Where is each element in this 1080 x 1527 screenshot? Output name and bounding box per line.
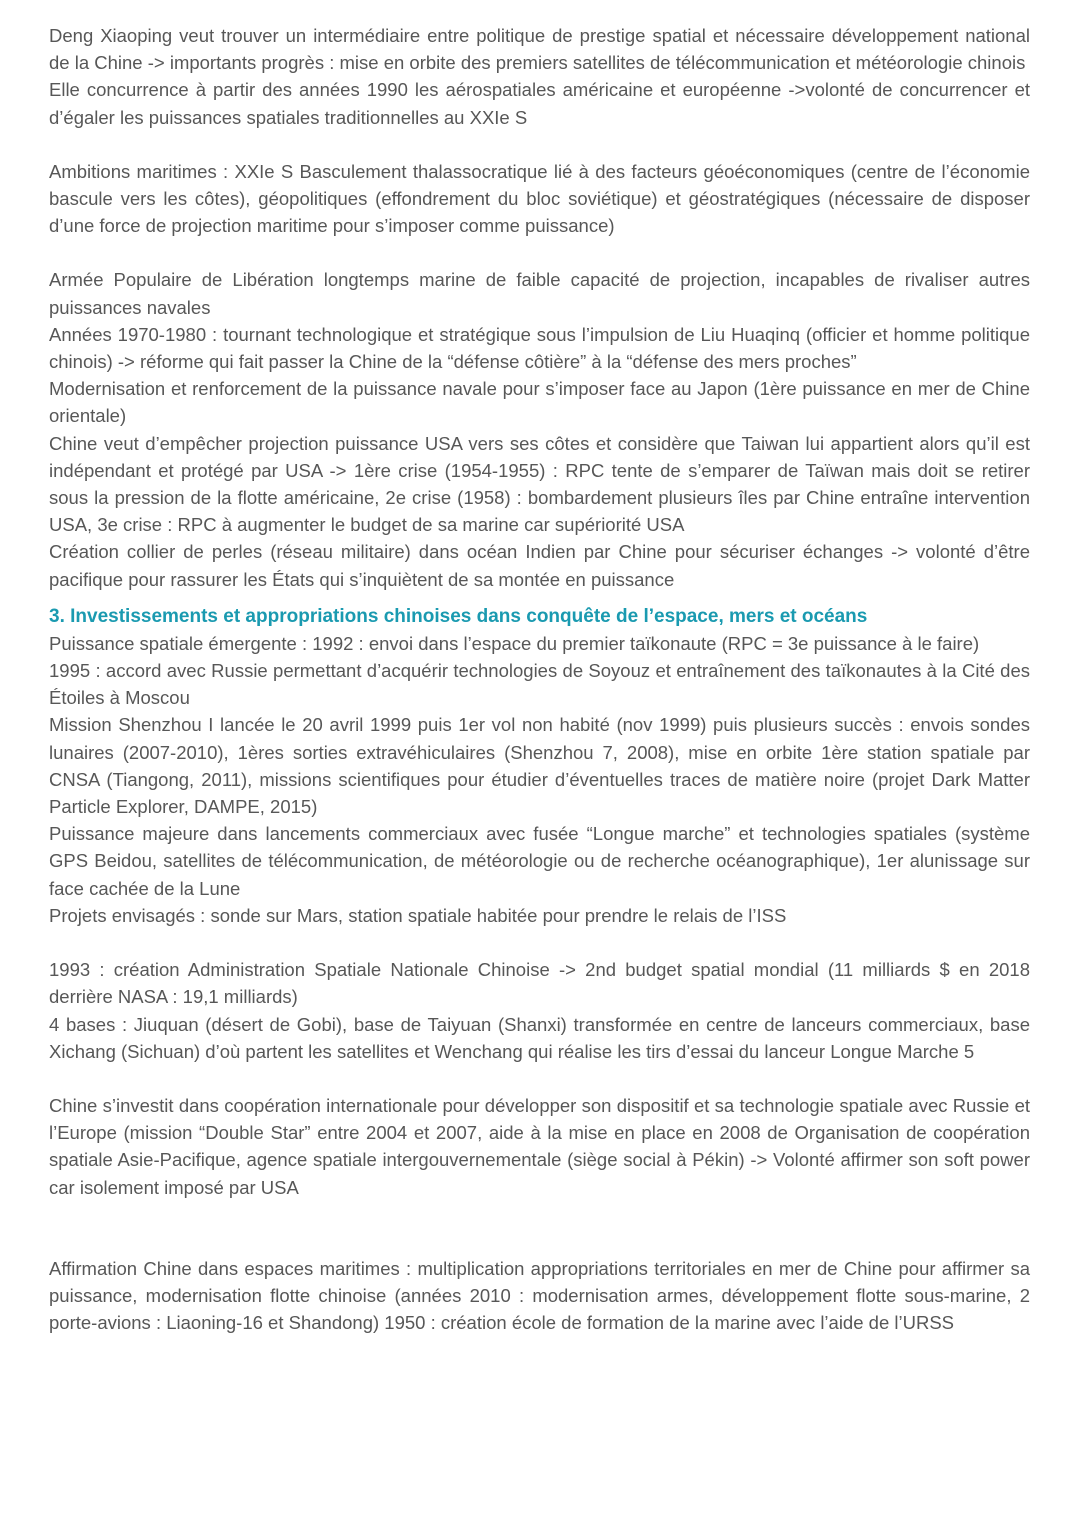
paragraph-maritime-ambitions: Ambitions maritimes : XXIe S Basculement thalassocratique lié à des facteurs géoéconomiques (centre de l’économie bascule vers les côtes), géopolitiques (effondrement du bloc soviétique) et géostratégiques (nécessaire de disposer d’une force de projection maritime pour s’imposer comme puissance) <box>49 160 1030 237</box>
paragraph-competition-1990s: Elle concurrence à partir des années 1990 les aérospatiales américaine et européenne ->volonté de concurrencer et d’égaler les puissances spatiales traditionnelles au XXIe S <box>49 79 1030 128</box>
paragraph-emerging-space-power: Puissance spatiale émergente : 1992 : envoi dans l’espace du premier taïkonaute (RPC = 3e puissance à le faire) <box>49 632 980 654</box>
paragraph-spacer <box>49 1201 1030 1255</box>
paragraph-launch-bases: 4 bases : Jiuquan (désert de Gobi), base de Taiyuan (Shanxi) transformée en centre de lanceurs commerciaux, base Xichang (Sichuan) d’où partent les satellites et Wenchang qui réalise les tirs d’essai du lanceur Longue Marche 5 <box>49 1013 1030 1062</box>
paragraph-shenzhou-missions: Mission Shenzhou I lancée le 20 avril 1999 puis 1er vol non habité (nov 1999) puis plusieurs succès : envois sondes lunaires (2007-2010), 1ères sorties extravéhiculaires (Shenzhou 7, 2008), mise en orbite 1ère station spatiale par CNSA (Tiangong, 2011), missions scientifiques pour étudier d’éventuelles traces de matière noire (projet Dark Matter Particle Explorer, DAMPE, 2015) <box>49 714 1030 818</box>
paragraph-deng-xiaoping: Deng Xiaoping veut trouver un intermédiaire entre politique de prestige spatial et nécessaire développement national de la Chine -> importants progrès : mise en orbite des premiers satellites de télécommunication et météorologie chinois <box>49 25 1030 74</box>
paragraph-taiwan-crises: Chine veut d’empêcher projection puissance USA vers ses côtes et considère que Taiwan lui appartient alors qu’il est indépendant et protégé par USA -> 1ère crise (1954-1955) : RPC tente de s’emparer de Taïwan mais doit se retirer sous la pression de la flotte américaine, 2e crise (1958) : bombardement plusieurs îles par Chine entraîne intervention USA, 3e crise : RPC à augmenter le budget de sa marine car supériorité USA <box>49 432 1030 536</box>
paragraph-russia-agreement: 1995 : accord avec Russie permettant d’acquérir technologies de Soyouz et entraînement des taïkonautes à la Cité des Étoiles à Moscou <box>49 660 1030 709</box>
paragraph-string-of-pearls: Création collier de perles (réseau militaire) dans océan Indien par Chine pour sécuriser échanges -> volonté d’être pacifique pour rassurer les États qui s’inquiètent de sa montée en puissance <box>49 541 1030 590</box>
paragraph-naval-modernisation: Modernisation et renforcement de la puissance navale pour s’imposer face au Japon (1ère puissance en mer de Chine orientale) <box>49 378 1030 427</box>
paragraph-turning-point: Années 1970-1980 : tournant technologique et stratégique sous l’impulsion de Liu Huaqinq (officier et homme politique chinois) -> réforme qui fait passer la Chine de la “défense côtière” à la “défense des mers proches” <box>49 323 1030 373</box>
paragraph-commercial-launches: Puissance majeure dans lancements commerciaux avec fusée “Longue marche” et technologies spatiales (système GPS Beidou, satellites de télécommunication, de météorologie ou de recherche océanographique), 1er alunissage sur face cachée de la Lune <box>49 823 1030 899</box>
paragraph-spacer <box>49 1065 1030 1092</box>
paragraph-space-administration: 1993 : création Administration Spatiale Nationale Chinoise -> 2nd budget spatial mondial (11 milliards $ en 2018 derrière NASA : 19,1 milliards) <box>49 959 1030 1008</box>
paragraph-spacer <box>49 239 1030 266</box>
paragraph-army-navy: Armée Populaire de Libération longtemps marine de faible capacité de projection, incapables de rivaliser autres puissances navales <box>49 269 1030 318</box>
document-page <box>49 22 1030 1336</box>
paragraph-future-projects: Projets envisagés : sonde sur Mars, station spatiale habitée pour prendre le relais de l’ISS <box>49 904 787 926</box>
section-heading: 3. Investissements et appropriations chinoises dans conquête de l’espace, mers et océans <box>49 605 868 627</box>
paragraph-international-cooperation: Chine s’investit dans coopération internationale pour développer son dispositif et sa technologie spatiale avec Russie et l’Europe (mission “Double Star” entre 2004 et 2007, aide à la mise en place en 2008 de Organisation de coopération spatiale Asie-Pacifique, agence spatiale intergouvernementale (siège social à Pékin) -> Volonté affirmer son soft power car isolement imposé par USA <box>49 1094 1030 1198</box>
paragraph-spacer <box>49 929 1030 956</box>
paragraph-maritime-affirmation: Affirmation Chine dans espaces maritimes : multiplication appropriations territoriales en mer de Chine pour affirmer sa puissance, modernisation flotte chinoise (années 2010 : modernisation armes, développement flotte sous-marine, 2 porte-avions : Liaoning-16 et Shandong) 1950 : création école de formation de la marine avec l’aide de l’URSS <box>49 1257 1030 1334</box>
paragraph-spacer <box>49 131 1030 158</box>
